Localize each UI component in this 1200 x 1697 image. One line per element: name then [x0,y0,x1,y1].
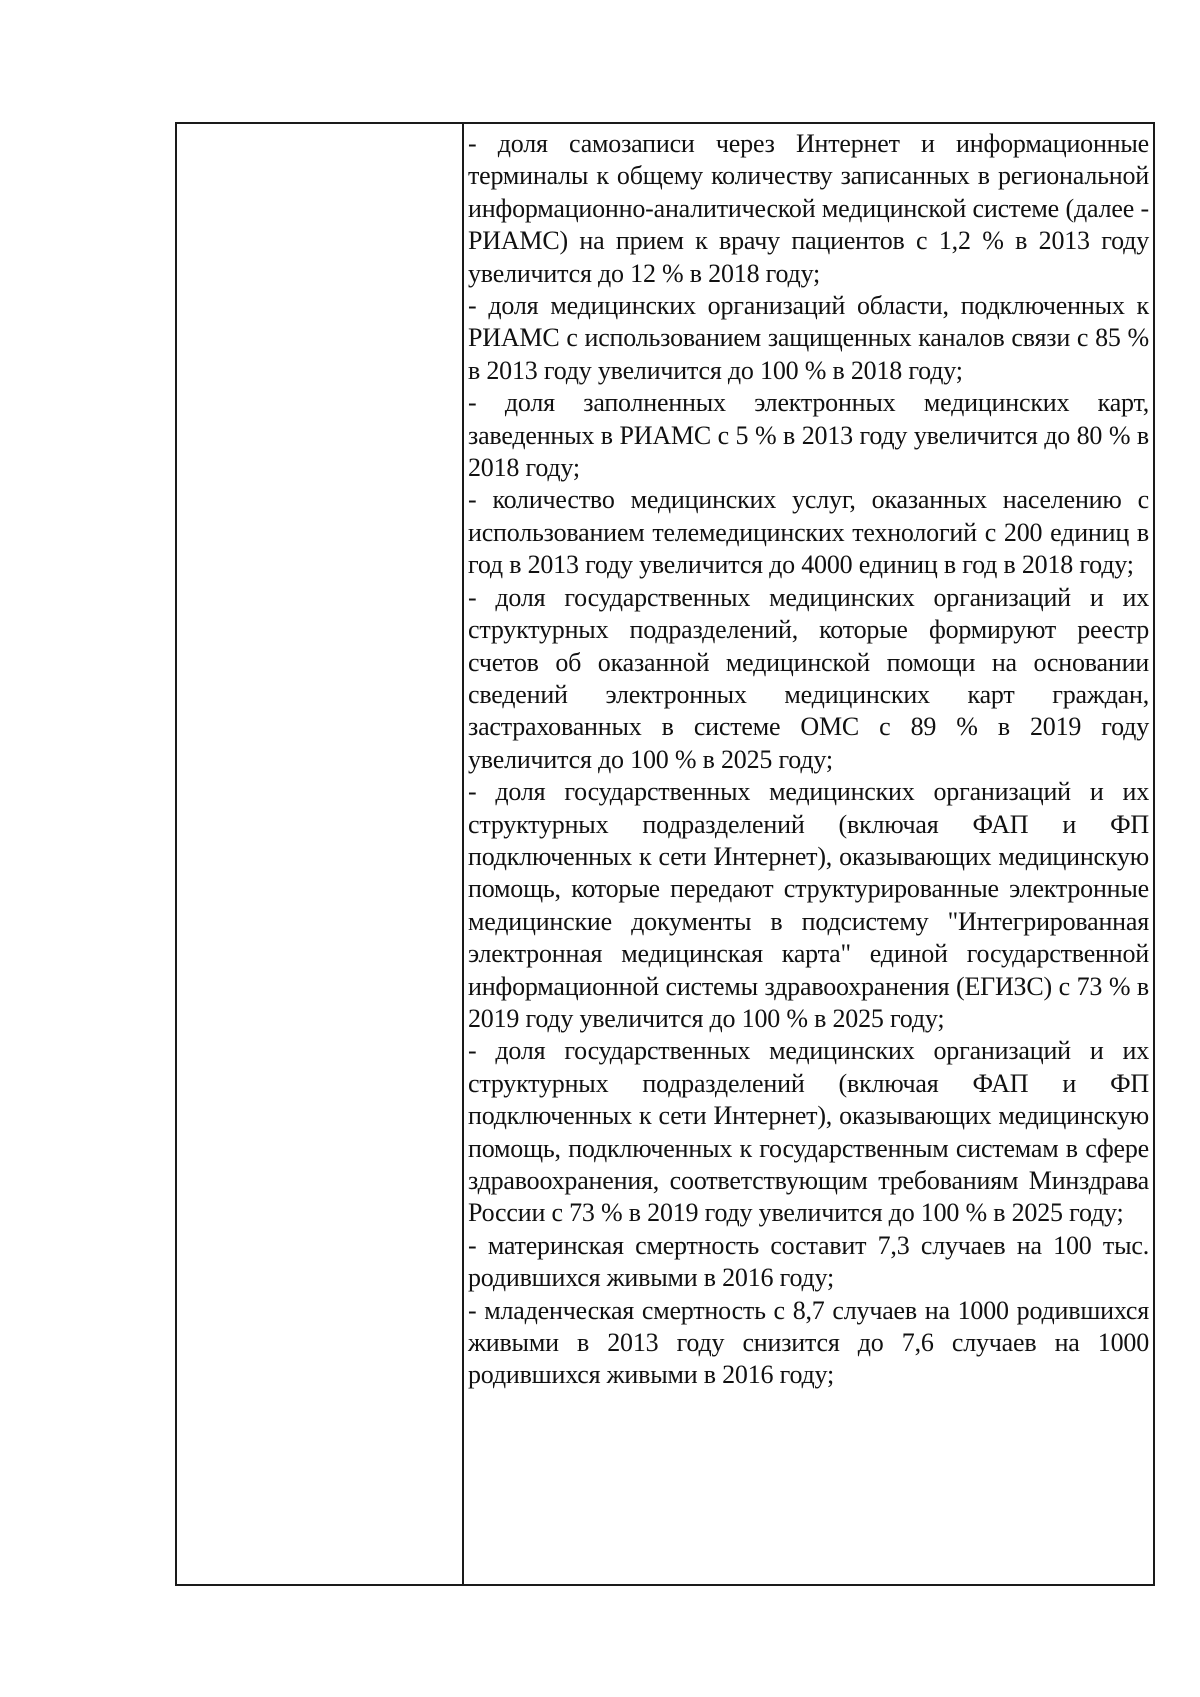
indicator-paragraph-telemedicine: - количество медицинских услуг, оказанных населению с использованием телемедицинских технологий с 200 единиц в год в 2013 году увеличится до 4000 единиц в год в 2018 году; [468,485,1149,580]
indicator-paragraph-egisz-documents: - доля государственных медицинских организаций и их структурных подразделений (включая ФАП и ФП подключенных к сети Интернет), оказывающих медицинскую помощь, которые передают структурированные электронные медицинские документы в подсистему "Интегрированная электронная медицинская карта" единой государственной информационной системы здравоохранения (ЕГИЗС) с 73 % в 2019 году увеличится до 100 % в 2025 году; [468,777,1149,1033]
indicator-paragraph-electronic-records: - доля заполненных электронных медицинских карт, заведенных в РИАМС с 5 % в 2013 году увеличится до 80 % в 2018 году; [468,388,1149,483]
indicators-table [175,122,1155,1586]
indicator-paragraph-organizations-connected: - доля медицинских организаций области, подключенных к РИАМС с использованием защищенных каналов связи с 85 % в 2013 году увеличится до 100 % в 2018 году; [468,291,1149,385]
table-right-cell [464,124,1153,1584]
indicator-paragraph-self-registration: - доля самозаписи через Интернет и информационные терминалы к общему количеству записанных в региональной информационно-аналитической медицинской системе (далее - РИАМС) на прием к врачу пациентов с 1,2 % в 2013 году увеличится до 12 % в 2018 году; [468,129,1149,288]
indicator-paragraph-infant-mortality: - младенческая смертность с 8,7 случаев на 1000 родившихся живыми в 2013 году снизится до 7,6 случаев на 1000 родившихся живыми в 2016 году; [468,1295,1149,1390]
table-left-cell [177,124,464,1584]
indicator-paragraph-maternal-mortality: - материнская смертность составит 7,3 случаев на 100 тыс. родившихся живыми в 2016 году; [468,1230,1149,1293]
indicator-paragraph-state-systems: - доля государственных медицинских организаций и их структурных подразделений (включая ФАП и ФП подключенных к сети Интернет), оказывающих медицинскую помощь, подключенных к государственным системам в сфере здравоохранения, соответствующим требованиям Минздрава России с 73 % в 2019 году увеличится до 100 % в 2025 году; [468,1036,1149,1228]
indicator-paragraph-invoice-registry: - доля государственных медицинских организаций и их структурных подразделений, которые формируют реестр счетов об оказанной медицинской помощи на основании сведений электронных медицинских карт граждан, застрахованных в системе ОМС с 89 % в 2019 году увеличится до 100 % в 2025 году; [468,582,1149,774]
